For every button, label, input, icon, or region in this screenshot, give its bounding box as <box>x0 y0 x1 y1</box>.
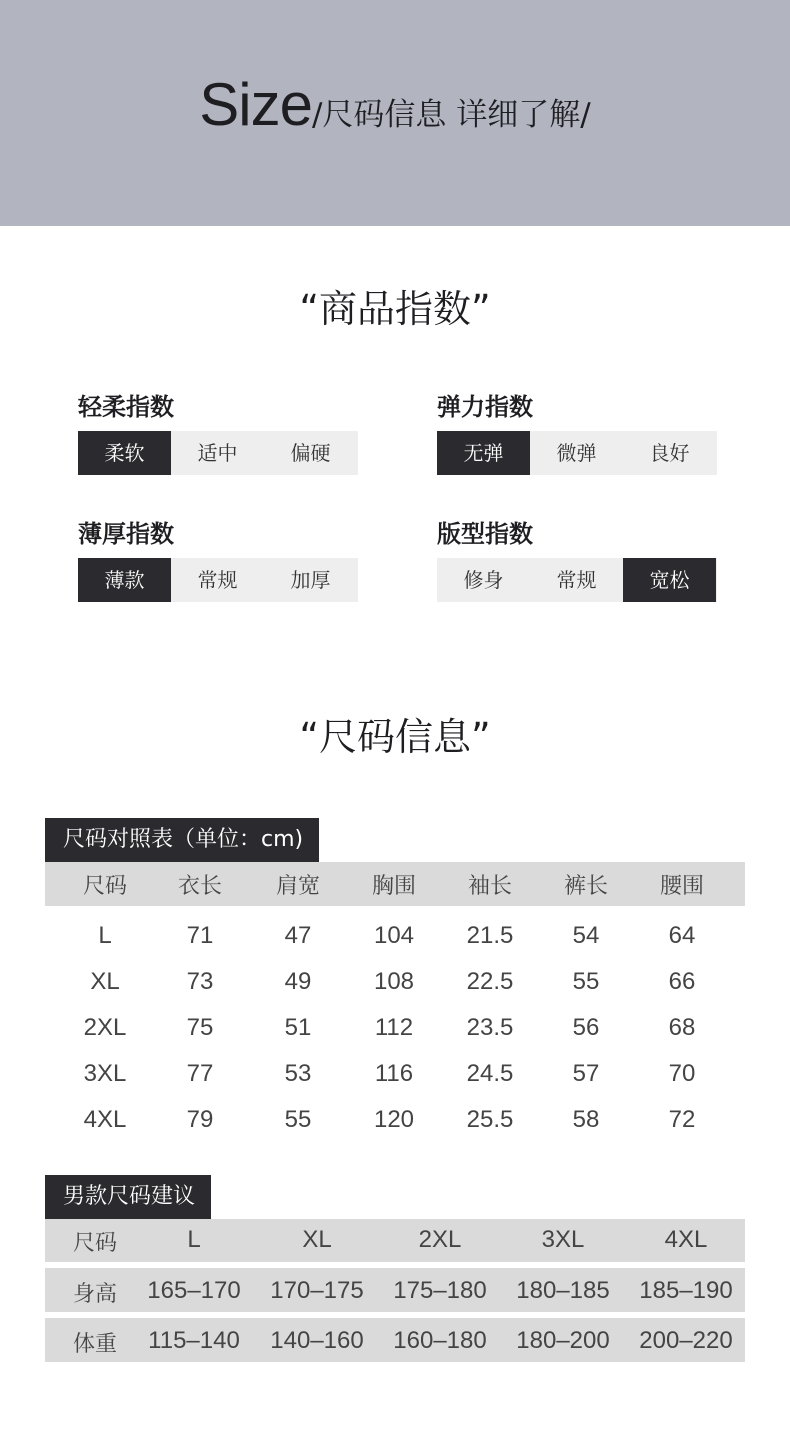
table-cell: 4XL <box>83 1106 127 1133</box>
table-cell: 2XL <box>83 1014 127 1041</box>
table-cell: 4XL <box>664 1226 708 1253</box>
table-cell: 3XL <box>83 1060 127 1087</box>
index-label: 版型指数 <box>437 520 533 548</box>
index-fit <box>437 519 717 592</box>
table-cell: 70 <box>668 1060 696 1087</box>
index-label: 轻柔指数 <box>78 393 174 421</box>
index-label: 弹力指数 <box>437 393 533 421</box>
index-option: 良好 <box>649 441 690 465</box>
table-cell: 2XL <box>418 1226 462 1253</box>
table-header-cell: 衣长 <box>177 874 222 899</box>
table-cell: 51 <box>284 1014 312 1041</box>
table-cell: 160–180 <box>393 1327 487 1354</box>
table-cell: 23.5 <box>466 1014 514 1041</box>
table-cell: 79 <box>186 1106 214 1133</box>
index-option-selected: 柔软 <box>78 431 171 475</box>
section-title-product-index: “商品指数” <box>299 287 491 331</box>
index-option: 加厚 <box>290 568 331 592</box>
table-cell: 180–200 <box>516 1327 610 1354</box>
table-cell: 75 <box>186 1014 214 1041</box>
index-option-selected: 无弹 <box>437 431 530 475</box>
index-options <box>437 558 717 602</box>
table-cell: 58 <box>572 1106 600 1133</box>
table-cell: 73 <box>186 968 214 995</box>
index-softness <box>78 392 358 465</box>
row-label: 身高 <box>72 1282 117 1307</box>
table-cell: 112 <box>374 1014 414 1041</box>
recommend-tag: 男款尺码建议 <box>45 1175 211 1219</box>
table-cell: 53 <box>284 1060 312 1087</box>
table-cell: 104 <box>373 922 415 949</box>
index-option-selected: 宽松 <box>623 558 716 602</box>
row-label: 尺码 <box>72 1231 117 1256</box>
table-cell: 24.5 <box>466 1060 514 1087</box>
index-option: 偏硬 <box>290 441 331 465</box>
row-label: 体重 <box>72 1332 117 1357</box>
header-title-subtitle: /尺码信息 详细了解/ <box>311 97 591 133</box>
table-cell: 55 <box>284 1106 312 1133</box>
table-cell: XL <box>90 968 120 995</box>
index-option: 适中 <box>197 441 238 465</box>
table-header-cell: 裤长 <box>563 874 608 899</box>
table-cell: 180–185 <box>516 1277 610 1304</box>
table-cell: L <box>187 1226 201 1253</box>
table-cell: 77 <box>186 1060 214 1087</box>
table-cell: 116 <box>374 1060 414 1087</box>
table-cell: 54 <box>572 922 600 949</box>
table-cell: 72 <box>668 1106 696 1133</box>
table-cell: 64 <box>668 922 696 949</box>
page-header <box>0 0 790 226</box>
header-title-size: Size <box>199 71 312 138</box>
table-header-cell: 尺码 <box>82 874 127 899</box>
index-option-selected: 薄款 <box>78 558 171 602</box>
table-cell: 200–220 <box>639 1327 733 1354</box>
table-cell: 115–140 <box>148 1327 240 1354</box>
table-header-cell: 胸围 <box>371 874 416 899</box>
table-header-cell: 袖长 <box>467 874 512 899</box>
table-cell: 175–180 <box>393 1277 487 1304</box>
index-option: 微弹 <box>556 441 597 465</box>
index-option: 常规 <box>556 568 597 592</box>
table-cell: 21.5 <box>466 922 514 949</box>
table-cell: 120 <box>373 1106 415 1133</box>
table-cell: 140–160 <box>270 1327 364 1354</box>
table-cell: 165–170 <box>147 1277 241 1304</box>
index-option: 修身 <box>463 568 504 592</box>
table-cell: 25.5 <box>466 1106 514 1133</box>
table-cell: 66 <box>668 968 696 995</box>
index-elasticity <box>437 392 717 465</box>
header-title <box>0 70 790 139</box>
size-chart-tag: 尺码对照表（单位：cm) <box>45 818 319 862</box>
section-title-size-info: “尺码信息” <box>299 715 491 759</box>
table-cell: XL <box>302 1226 332 1253</box>
table-cell: 170–175 <box>270 1277 364 1304</box>
table-cell: 56 <box>572 1014 600 1041</box>
table-cell: 71 <box>186 922 214 949</box>
index-options <box>437 431 717 475</box>
table-cell: 22.5 <box>466 968 514 995</box>
index-options <box>78 558 358 602</box>
index-options <box>78 431 358 475</box>
table-cell: 3XL <box>541 1226 585 1253</box>
table-cell: 49 <box>284 968 312 995</box>
table-cell: L <box>98 922 112 949</box>
index-option: 常规 <box>197 568 238 592</box>
table-cell: 55 <box>572 968 600 995</box>
table-cell: 185–190 <box>639 1277 733 1304</box>
table-header-cell: 腰围 <box>659 874 704 899</box>
table-cell: 57 <box>572 1060 600 1087</box>
table-cell: 108 <box>373 968 415 995</box>
index-label: 薄厚指数 <box>78 520 174 548</box>
table-cell: 68 <box>668 1014 696 1041</box>
index-thickness <box>78 519 358 592</box>
table-header-cell: 肩宽 <box>275 874 320 899</box>
table-cell: 47 <box>284 922 312 949</box>
